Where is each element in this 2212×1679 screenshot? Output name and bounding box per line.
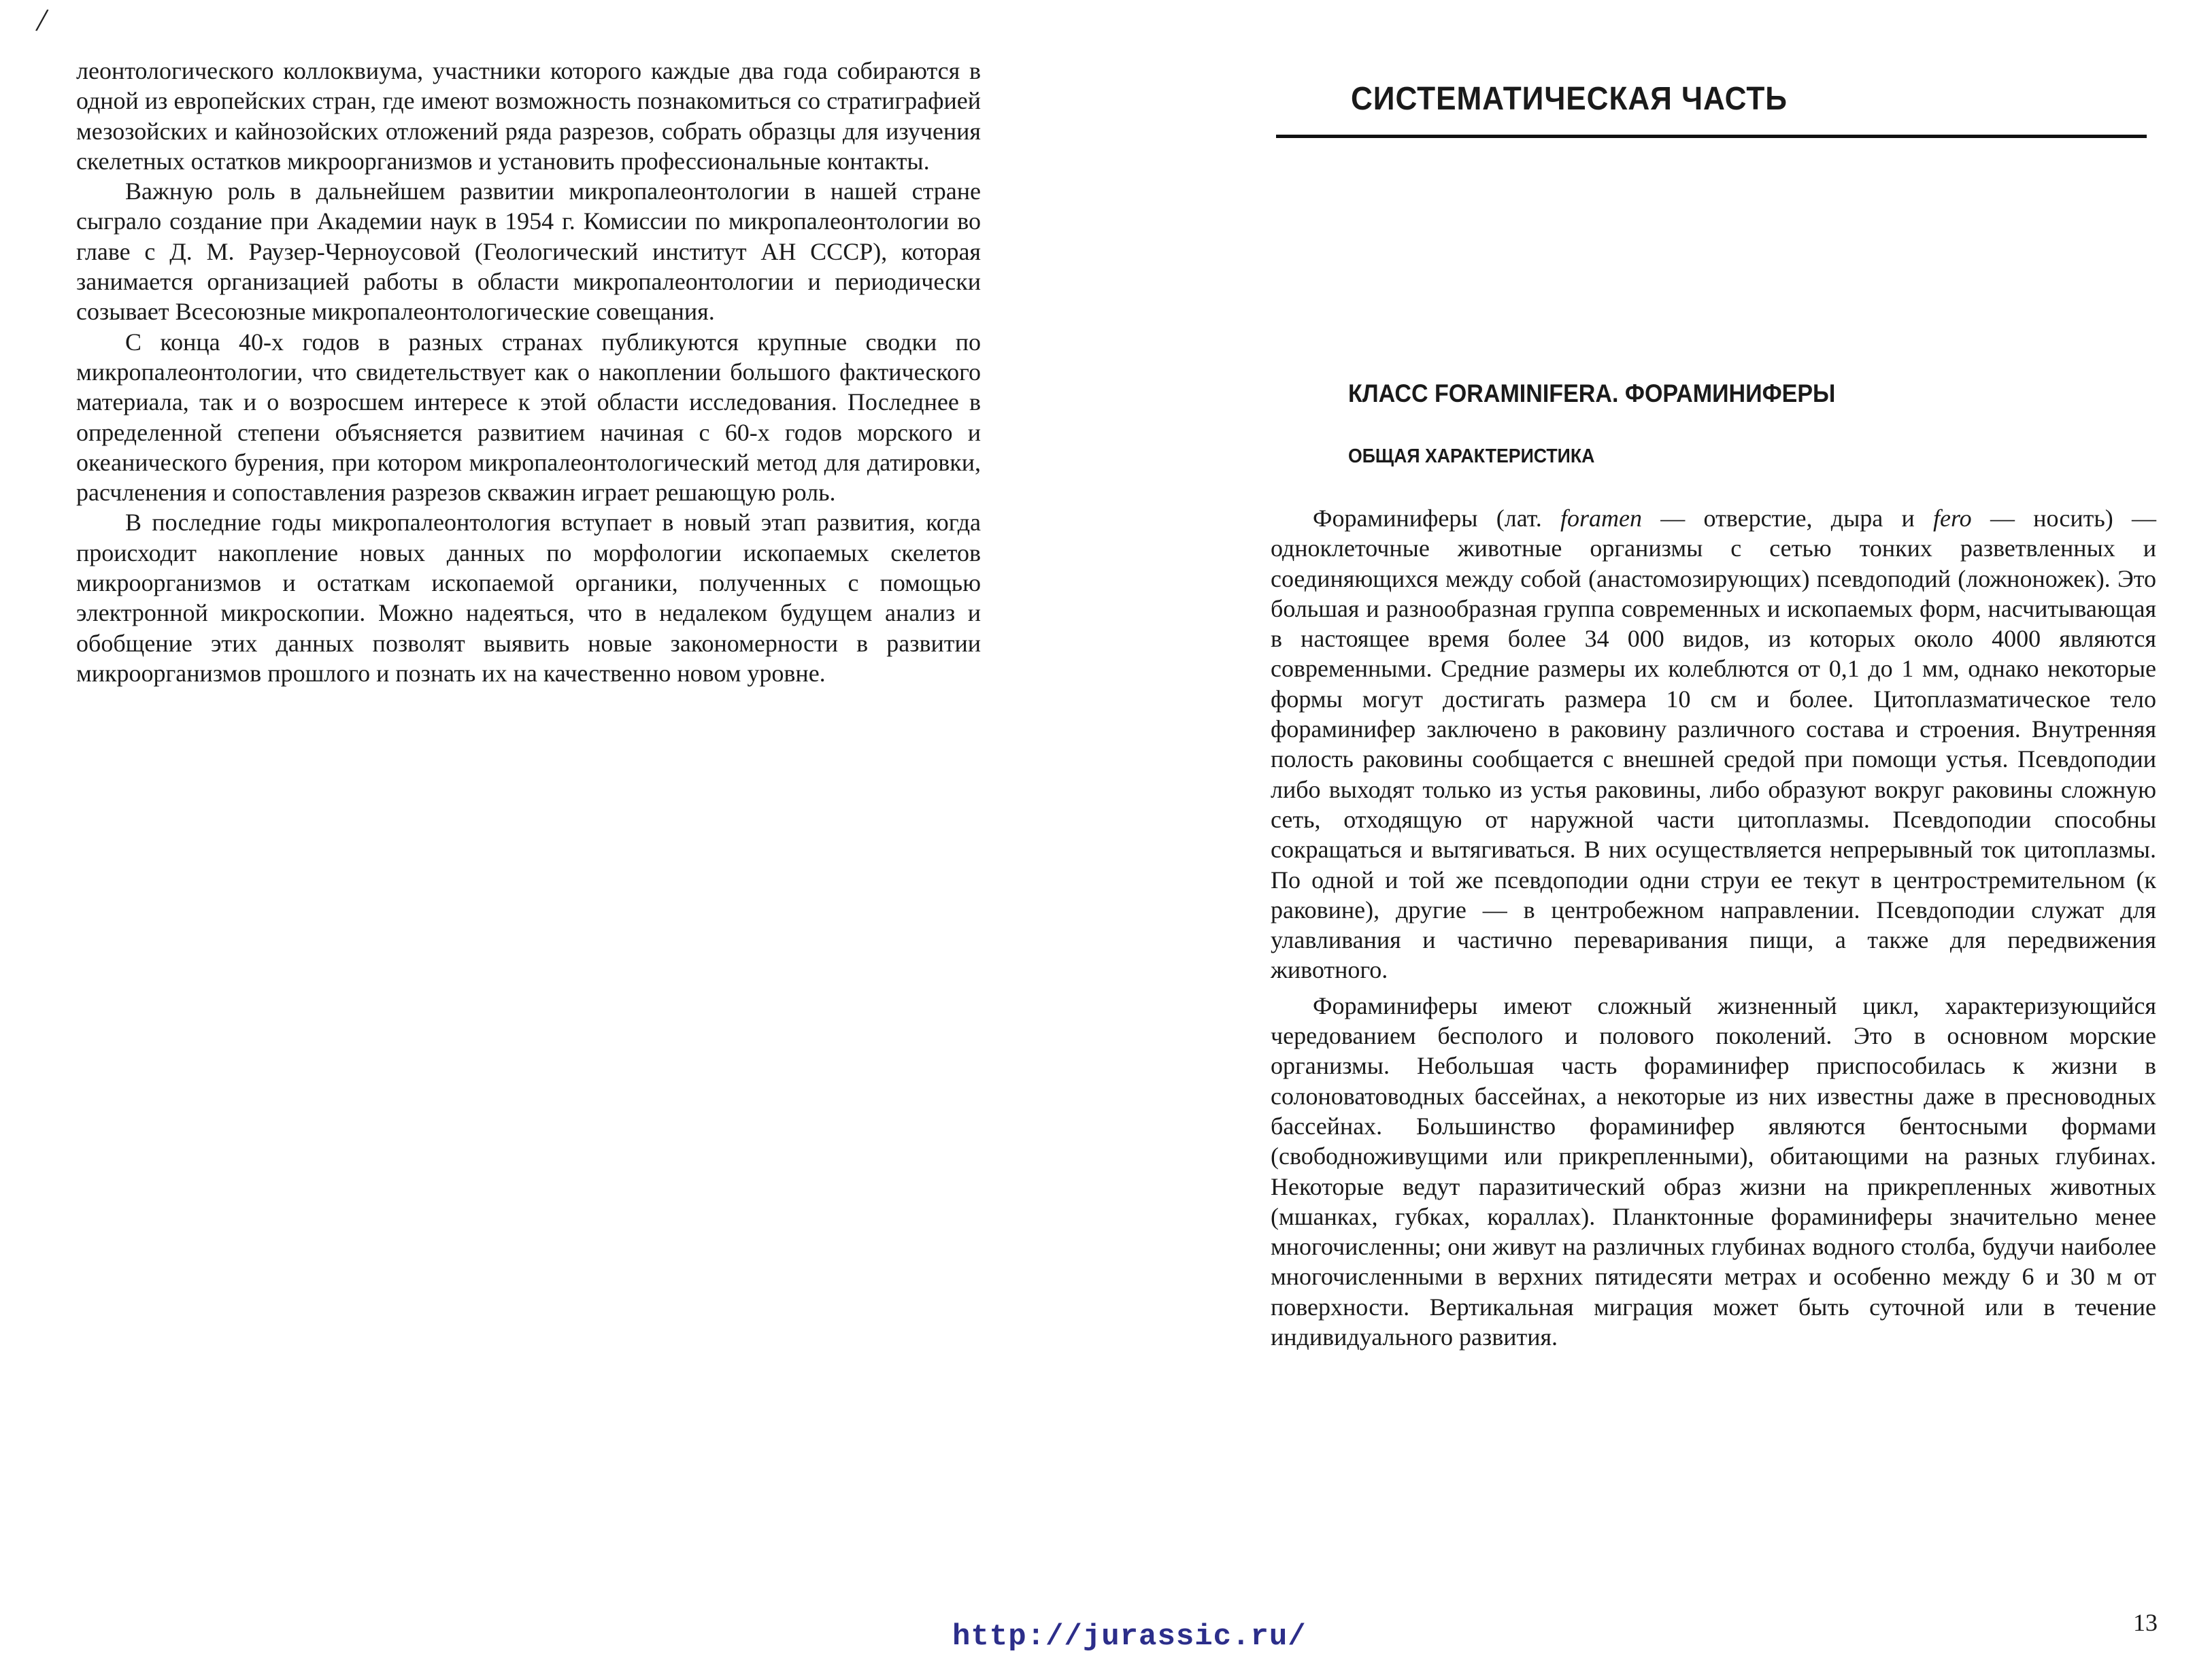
latin-term-foramen: foramen (1560, 505, 1643, 532)
left-paragraph-1: леонтологического коллоквиума, участники которого каждые два года собираются в одной из европейских стран, где имеют возможность познакомиться со стратиграфией мезозойских и кайнозойских отложений ряда разрезов, собрать образцы для изучения скелетных остатков микроорганизмов и установить профессиональные контакты. (76, 57, 981, 175)
chapter-rule (1276, 135, 2147, 138)
left-paragraph-2: Важную роль в дальнейшем развитии микропалеонтологии в нашей стране сыграло создание при Академии наук в 1954 г. Комиссии по микропалеонтологии во главе с Д. М. Раузер-Черноусовой (Геологический институт АН СССР), которая занимается организацией работы в области микропалеонтологии и периодически созывает Всесоюзные микропалеонтологические совещания. (76, 177, 981, 326)
section-title: ОБЩАЯ ХАРАКТЕРИСТИКА (1348, 445, 1595, 467)
corner-mark: / (34, 0, 50, 39)
p1-mid: — отверстие, дыра и (1642, 505, 1934, 532)
right-page (1106, 0, 2212, 1679)
footer-url-link[interactable]: http://jurassic.ru/ (952, 1620, 1307, 1654)
right-paragraph-1 (1271, 503, 2156, 985)
left-text-column (76, 56, 981, 688)
latin-term-fero: fero (1933, 505, 1972, 532)
p1-lead: Фораминиферы (лат. (1313, 505, 1561, 532)
class-title: КЛАСС FORAMINIFERA. ФОРАМИНИФЕРЫ (1348, 379, 1836, 407)
p1-rest: — носить) — одноклеточные животные организмы с сетью тонких разветвленных и соединяющихся между собой (анастомозирующих) псевдоподий (ложноножек). Это большая и разнообразная группа современных и ископаемых форм, насчитывающая в настоящее время более 34 000 видов, из которых около 4000 являются современными. Средние размеры их колеблются от 0,1 до 1 мм, однако некоторые формы могут достигать размера 10 см и более. Цитоплазматическое тело фораминифер заключено в раковину различного состава и строения. Внутренняя полость раковины сообщается с внешней средой при помощи устья. Псевдоподии либо выходят только из устья раковины, либо образуют вокруг раковины сложную сеть, отходящую от наружной части цитоплазмы. Псевдоподии способны сокращаться и вытягиваться. В них осуществляется непрерывный ток цитоплазмы. По одной и той же псевдоподии одни струи ее текут в центростремительном (к раковине), другие — в центробежном направлении. Псевдоподии служат для улавливания и частично переваривания пищи, а также для передвижения животного. (1271, 505, 2156, 984)
left-paragraph-4: В последние годы микропалеонтология вступает в новый этап развития, когда происходит накопление новых данных по морфологии ископаемых скелетов микроорганизмов и остаткам ископаемой органики, полученных с помощью электронной микроскопии. Можно надеяться, что в недалеком будущем анализ и обобщение этих данных позволят выявить новые закономерности в развитии микроорганизмов прошлого и познать их на качественно новом уровне. (76, 509, 981, 687)
right-text-column (1271, 503, 2156, 1352)
left-paragraph-3: С конца 40-х годов в разных странах публикуются крупные сводки по микропалеонтологии, что свидетельствует как о накоплении большого фактического материала, так и о возросшем интересе к этой области исследования. Последнее в определенной степени объясняется развитием начиная с 60-х годов морского и океанического бурения, при котором микропалеонтологический метод для датировки, расчленения и сопоставления разрезов скважин играет решающую роль. (76, 328, 981, 507)
page-number: 13 (2133, 1609, 2158, 1636)
chapter-title: СИСТЕМАТИЧЕСКАЯ ЧАСТЬ (1351, 81, 1788, 117)
right-paragraph-2: Фораминиферы имеют сложный жизненный цикл, характеризующийся чередованием бесполого и полового поколений. Это в основном морские организмы. Небольшая часть фораминифер приспособилась к жизни в солоноватоводных бассейнах, а некоторые из них известны даже в пресноводных бассейнах. Большинство фораминифер являются бентосными формами (свободноживущими или прикрепленными), обитающими на разных глубинах. Некоторые ведут паразитический образ жизни на прикрепленных животных (мшанках, губках, кораллах). Планктонные фораминиферы значительно менее многочисленны; они живут на различных глубинах водного столба, будучи наиболее многочисленными в верхних пятидесяти метрах и особенно между 6 и 30 м от поверхности. Вертикальная миграция может быть суточной или в течение индивидуального развития. (1271, 991, 2156, 1351)
